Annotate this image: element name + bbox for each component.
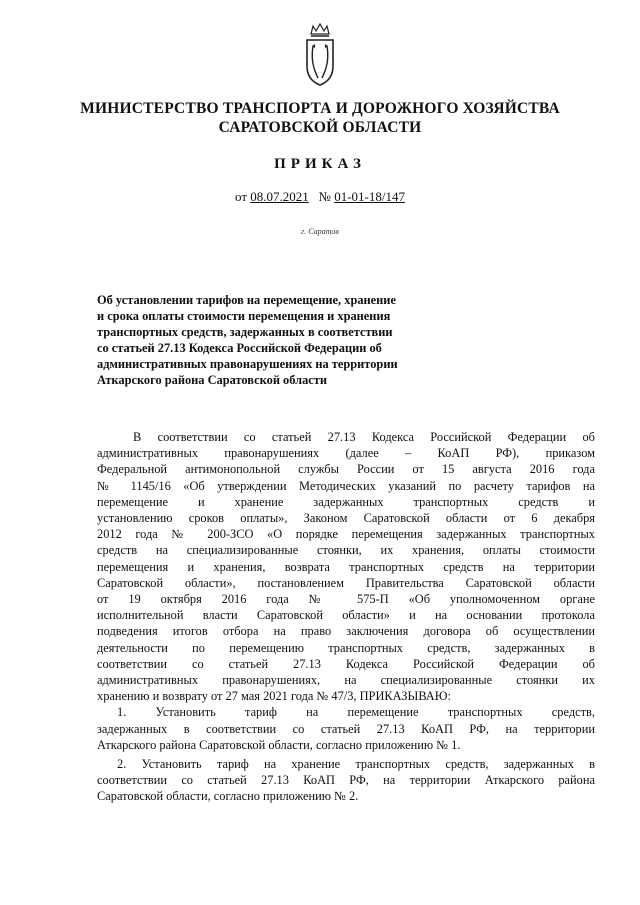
number-prefix: № [318,189,331,204]
order-body [97,429,595,805]
body-line: от 19 октября 2016 года № 575-П «Об уполномоченном органе [97,592,595,607]
subject-line: административных правонарушениях на территории [97,357,398,371]
city-label: г. Саратов [301,227,339,236]
order-number: 01-01-18/147 [334,189,405,204]
subject-line: Об установлении тарифов на перемещение, хранение [97,293,396,307]
body-line: исполнительной власти Саратовской области» и на основании протокола [97,608,595,623]
ministry-name-line2: САРАТОВСКОЙ ОБЛАСТИ [218,119,422,136]
order-date: 08.07.2021 [250,189,309,204]
body-line: соответствии со статьей 27.13 Кодекса Российской Федерации об [97,656,595,671]
item-1-line: 1. Установить тариф на перемещение транспортных средств, [117,705,595,720]
date-prefix: от [235,189,248,204]
body-line: средств на специализированные стоянки, их хранения, оплаты стоимости [97,543,595,558]
body-line: В соответствии со статьей 27.13 Кодекса Российской Федерации об [133,430,595,444]
subject-line: Аткарского района Саратовской области [97,373,328,387]
body-line: деятельности по перемещению транспортных средств, задержанных в [97,640,595,655]
body-line: установлению сроков оплаты», Законом Саратовской области от 6 декабря [97,511,595,526]
body-line: административных правонарушениях (далее – КоАП РФ), приказом [97,446,595,461]
body-line: подведения итогов отбора на право заключения договора об осуществлении [97,624,595,639]
subject-line: транспортных средств, задержанных в соответствии [97,325,393,339]
body-line: хранению и возврату от 27 мая 2021 года № 47/3, ПРИКАЗЫВАЮ: [97,689,451,704]
body-line: 2012 года № 200-ЗСО «О порядке перемещения задержанных транспортных [97,527,595,542]
body-line: Саратовской области», постановлением Правительства Саратовской области [97,575,595,590]
order-meta [140,189,500,205]
item-2-line: 2. Установить тариф на хранение транспортных средств, задержанных в [117,757,595,772]
item-2-line: соответствии со статьей 27.13 КоАП РФ, на территории Аткарского района [97,773,595,788]
order-title: ПРИКАЗ [274,156,366,172]
body-line: административных правонарушениях, на специализированные стоянки их [97,673,595,688]
body-line: перемещение и хранение задержанных транспортных средств и [97,494,595,509]
item-1-line: Аткарского района Саратовской области, согласно приложению № 1. [97,737,461,752]
item-1-line: задержанных в соответствии со статьей 27.13 КоАП РФ, на территории [97,721,595,736]
ministry-name-line1: МИНИСТЕРСТВО ТРАНСПОРТА И ДОРОЖНОГО ХОЗЯЙСТВА [80,100,560,117]
item-2-line: Саратовской области, согласно приложению № 2. [97,789,359,804]
coat-of-arms-icon [303,22,337,88]
subject-line: со статьей 27.13 Кодекса Российской Федерации об [97,341,382,355]
order-subject [97,292,517,388]
body-line: № 1145/16 «Об утверждении Методических указаний по расчету тарифов на [97,478,595,493]
body-line: перемещения и хранения, возврата транспортных средств на территории [97,559,595,574]
subject-line: и срока оплаты стоимости перемещения и хранения [97,309,391,323]
body-line: Федеральной антимонопольной службы России от 15 августа 2016 года [97,462,595,477]
